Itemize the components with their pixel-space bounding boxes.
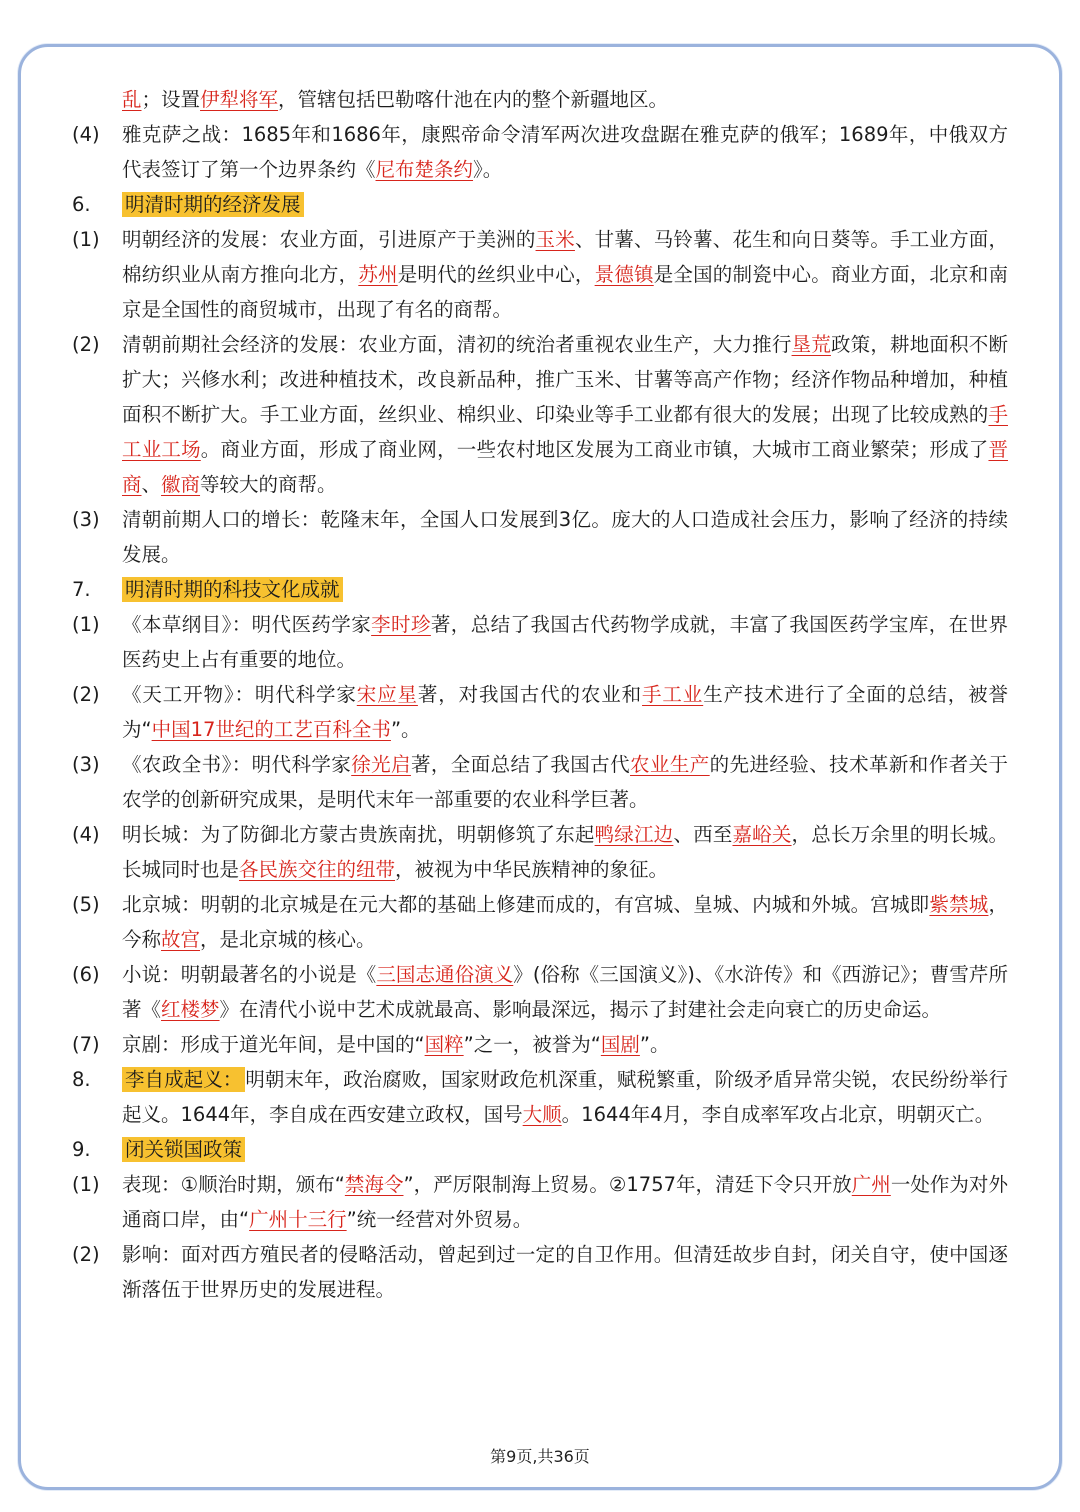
text: 一处作为对外通商口岸，由“	[122, 1173, 1008, 1231]
paragraph-text	[122, 747, 1008, 817]
paragraph-text	[122, 1027, 1008, 1062]
text: 等较大的商帮。	[200, 473, 337, 496]
text: 、西至	[673, 823, 733, 846]
keyword: 中国17世纪的工艺百科全书	[151, 718, 391, 741]
item-number: (4)	[72, 823, 100, 846]
item-novels	[72, 957, 1008, 1027]
text: ，总长万余里的明长城。长城同时也是	[122, 823, 1008, 881]
text: ”。	[390, 718, 421, 741]
keyword: 徐光启	[351, 753, 411, 776]
item-yaksa-war	[72, 117, 1008, 187]
text: 》。	[473, 158, 503, 181]
paragraph-text	[122, 1167, 1008, 1237]
heading-wrap	[122, 572, 1008, 607]
item-nongzheng-quanshu	[72, 747, 1008, 817]
text: ”。	[639, 1033, 670, 1056]
item-number: (7)	[72, 1033, 100, 1056]
text: ，管辖包括巴勒喀什池在内的整个新疆地区。	[278, 88, 669, 111]
paragraph-text	[122, 817, 1008, 887]
section-heading-9	[72, 1132, 1008, 1167]
keyword: 广州十三行	[249, 1208, 347, 1231]
section-heading-6	[72, 187, 1008, 222]
keyword: 手工业工场	[122, 403, 1008, 461]
item-tiangong-kaiwu	[72, 677, 1008, 747]
paragraph-text	[122, 327, 1008, 502]
section-title: 明清时期的科技文化成就	[122, 577, 343, 602]
item-qing-economy	[72, 327, 1008, 502]
item-closed-door-impact	[72, 1237, 1008, 1307]
item-number: (1)	[72, 613, 100, 636]
keyword: 红楼梦	[161, 998, 220, 1021]
paragraph-text	[122, 117, 1008, 187]
keyword: 禁海令	[344, 1173, 404, 1196]
text: ，被视为中华民族精神的象征。	[395, 858, 669, 881]
paragraph-text	[122, 607, 1008, 677]
text: ”，严厉限制海上贸易。②1757年，清廷下令只开放	[403, 1173, 852, 1196]
item-number: (3)	[72, 753, 100, 776]
item-number: (2)	[72, 1243, 100, 1266]
document-body	[72, 82, 1008, 1307]
text: 小说：明朝最著名的小说是《	[122, 963, 377, 986]
item-ming-economy	[72, 222, 1008, 327]
keyword: 尼布楚条约	[375, 158, 474, 181]
item-number: (2)	[72, 333, 100, 356]
keyword: 玉米	[535, 228, 575, 251]
text: ；设置	[141, 88, 201, 111]
paragraph-text: 清朝前期人口的增长：乾隆末年，全国人口发展到3亿。庞大的人口造成社会压力，影响了经济的持续发展。	[122, 508, 1008, 566]
paragraph-text	[122, 677, 1008, 747]
text: 北京城：明朝的北京城是在元大都的基础上修建而成的，有宫城、皇城、内城和外城。宫城即	[122, 893, 930, 916]
keyword: 国剧	[600, 1033, 640, 1056]
text: 、甘薯、马铃薯、花生和向日葵等。手工业方面，棉纺织业从南方推向北方，	[122, 228, 1008, 286]
section-heading-8	[72, 1062, 1008, 1132]
paragraph-text	[122, 1062, 1008, 1132]
keyword: 乱	[122, 88, 142, 111]
keyword: 故宫	[161, 928, 201, 951]
text: 著，总结了我国古代药物学成就，丰富了我国医药学宝库，在世界医药史上占有重要的地位。	[122, 613, 1008, 671]
paragraph-text: 影响：面对西方殖民者的侵略活动，曾起到过一定的自卫作用。但清廷故步自封，闭关自守，使中国逐渐落伍于世界历史的发展进程。	[122, 1243, 1008, 1301]
item-number: (1)	[72, 228, 100, 251]
text: 《本草纲目》：明代医药学家	[122, 613, 372, 636]
keyword: 苏州	[358, 263, 398, 286]
section-number: 9.	[72, 1138, 91, 1161]
section-number: 7.	[72, 578, 91, 601]
text: 》(俗称《三国演义》)、《水浒传》和《西游记》；曹雪芹所著《	[122, 963, 1008, 1021]
paragraph-text	[122, 887, 1008, 957]
section-title: 闭关锁国政策	[122, 1137, 245, 1162]
keyword: 紫禁城	[929, 893, 989, 916]
text: 。1644年4月，李自成率军攻占北京，明朝灭亡。	[561, 1103, 995, 1126]
item-number: (6)	[72, 963, 100, 986]
keyword: 垦荒	[791, 333, 831, 356]
section-number: 8.	[72, 1068, 91, 1091]
text: ”统一经营对外贸易。	[346, 1208, 533, 1231]
text: 明长城：为了防御北方蒙古贵族南扰，明朝修筑了东起	[122, 823, 595, 846]
item-number: (3)	[72, 508, 100, 531]
text: 是全国的制瓷中心。商业方面，北京和南京是全国性的商贸城市，出现了有名的商帮。	[122, 263, 1008, 321]
text: 明朝经济的发展：农业方面，引进原产于美洲的	[122, 228, 536, 251]
item-closed-door-manifestation	[72, 1167, 1008, 1237]
section-title: 明清时期的经济发展	[122, 192, 304, 217]
text: 著，对我国古代的农业和	[417, 683, 643, 706]
section-number: 6.	[72, 193, 91, 216]
heading-wrap	[122, 1132, 1008, 1167]
keyword: 景德镇	[594, 263, 654, 286]
text: 。商业方面，形成了商业网，一些农村地区发展为工商业市镇，大城市工商业繁荣；形成了	[200, 438, 989, 461]
item-number: (1)	[72, 1173, 100, 1196]
item-number: (5)	[72, 893, 100, 916]
text: 、	[141, 473, 162, 496]
text: 表现：①顺治时期，颁布“	[122, 1173, 345, 1196]
keyword: 李时珍	[371, 613, 431, 636]
item-bencao-gangmu	[72, 607, 1008, 677]
keyword: 各民族交往的纽带	[239, 858, 396, 881]
text: 《天工开物》：明代科学家	[122, 683, 357, 706]
keyword: 三国志通俗演义	[376, 963, 514, 986]
item-great-wall	[72, 817, 1008, 887]
keyword: 手工业	[642, 683, 704, 706]
keyword: 大顺	[522, 1103, 562, 1126]
section-heading-7	[72, 572, 1008, 607]
item-peking-opera	[72, 1027, 1008, 1062]
section-title: 李自成起义：	[122, 1067, 245, 1092]
text: 著，全面总结了我国古代	[410, 753, 631, 776]
text: 清朝前期社会经济的发展：农业方面，清初的统治者重视农业生产，大力推行	[122, 333, 792, 356]
keyword: 宋应星	[356, 683, 418, 706]
paragraph-text	[122, 82, 1008, 117]
keyword: 广州	[851, 1173, 891, 1196]
text: 是明代的丝织业中心，	[397, 263, 595, 286]
page-number: 第9页,共36页	[490, 1447, 590, 1466]
text: 京剧：形成于道光年间，是中国的“	[122, 1033, 425, 1056]
text: 雅克萨之战：1685年和1686年，康熙帝命令清军两次进攻盘踞在雅克萨的俄军；1689年，中俄双方代表签订了第一个边界条约《	[122, 123, 1008, 181]
ili-general-line	[72, 82, 1008, 117]
text: ，是北京城的核心。	[200, 928, 376, 951]
keyword: 徽商	[161, 473, 201, 496]
text: 明朝末年，政治腐败，国家财政危机深重，赋税繁重，阶级矛盾异常尖锐，农民纷纷举行起义。1644年，李自成在西安建立政权，国号	[122, 1068, 1008, 1126]
keyword: 农业生产	[630, 753, 710, 776]
item-number: (2)	[72, 683, 100, 706]
keyword: 国粹	[424, 1033, 464, 1056]
text: ，今称	[122, 893, 1008, 951]
text: 的先进经验、技术革新和作者关于农学的创新研究成果，是明代末年一部重要的农业科学巨著。	[122, 753, 1008, 811]
text: 》在清代小说中艺术成就最高、影响最深远，揭示了封建社会走向衰亡的历史命运。	[219, 998, 942, 1021]
text: 生产技术进行了全面的总结，被誉为“	[122, 683, 1008, 741]
paragraph-text	[122, 222, 1008, 327]
keyword: 伊犁将军	[200, 88, 279, 111]
text: 《农政全书》：明代科学家	[122, 753, 352, 776]
keyword: 晋商	[122, 438, 1008, 496]
item-beijing-city	[72, 887, 1008, 957]
keyword: 嘉峪关	[732, 823, 792, 846]
paragraph-text	[122, 957, 1008, 1027]
text: 政策，耕地面积不断扩大；兴修水利；改进种植技术，改良新品种，推广玉米、甘薯等高产作物；经济作物品种增加，种植面积不断扩大。手工业方面，丝织业、棉织业、印染业等手工业都有很大的发展；出现了比较成熟的	[122, 333, 1008, 426]
heading-wrap	[122, 187, 1008, 222]
text: ”之一，被誉为“	[463, 1033, 601, 1056]
item-number: (4)	[72, 123, 100, 146]
keyword: 鸭绿江边	[594, 823, 674, 846]
item-qing-population	[72, 502, 1008, 572]
